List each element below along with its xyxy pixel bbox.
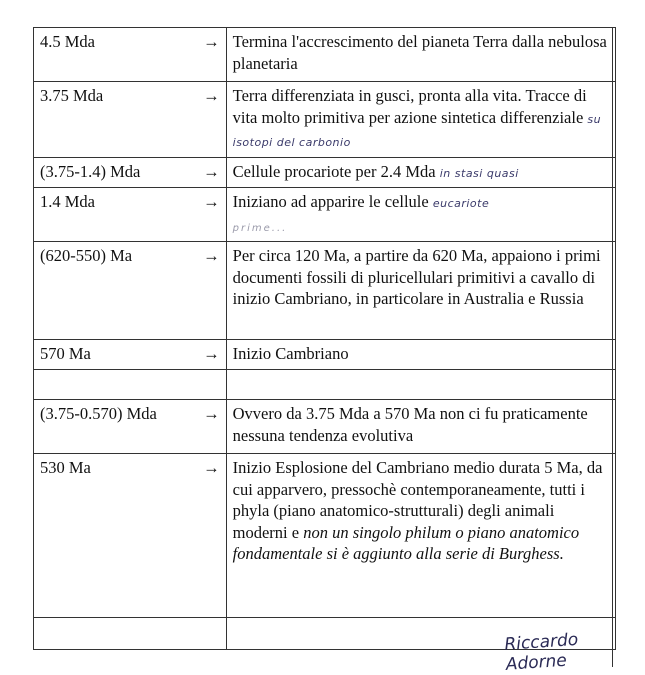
date-cell: [34, 242, 227, 340]
date-text: 1.4 Mda: [40, 192, 95, 211]
description-cell: [226, 454, 615, 618]
date-cell: [34, 82, 227, 158]
date-text: (3.75-1.4) Mda: [40, 162, 141, 181]
arrow-icon: →: [203, 246, 220, 265]
description-cell: [226, 82, 615, 158]
description-text: Termina l'accrescimento del pianeta Terra dalla nebulosa planetaria: [232, 32, 607, 73]
date-text: (620-550) Ma: [40, 246, 133, 265]
table-row-empty: [34, 370, 616, 400]
handwritten-signature: Riccardo Adorne: [503, 629, 579, 675]
arrow-icon: →: [203, 192, 220, 211]
arrow-icon: →: [203, 404, 220, 423]
description-text: Terra differenziata in gusci, pronta alla vita. Tracce di vita molto primitiva per azione sintetica differenziale: [232, 86, 587, 127]
description-italic-text: non un singolo philum o piano anatomico fondamentale si è aggiunto alla serie di Burghess.: [232, 522, 580, 563]
arrow-icon: →: [203, 162, 220, 181]
table-row: [34, 242, 616, 340]
handwritten-note: in stasi quasi: [439, 167, 519, 180]
description-text: Per circa 120 Ma, a partire da 620 Ma, appaiono i primi documenti fossili di pluricellulari primitivi a cavallo di inizio Cambriano, in particolare in Australia e Russia: [232, 246, 601, 308]
date-text: 570 Ma: [40, 344, 91, 363]
date-cell: [34, 400, 227, 454]
arrow-icon: →: [203, 458, 220, 477]
table-row: [34, 340, 616, 370]
description-text: Iniziano ad apparire le cellule: [232, 192, 429, 211]
date-cell: [34, 618, 227, 650]
date-cell: [34, 158, 227, 188]
description-cell: [226, 188, 615, 242]
date-text: 4.5 Mda: [40, 32, 95, 51]
arrow-icon: →: [203, 86, 220, 105]
description-cell: [226, 370, 615, 400]
date-text: (3.75-0.570) Mda: [40, 404, 157, 423]
handwritten-note: eucariote: [432, 197, 490, 210]
description-text: Ovvero da 3.75 Mda a 570 Ma non ci fu praticamente nessuna tendenza evolutiva: [232, 404, 588, 445]
date-cell: [34, 340, 227, 370]
handwritten-note: su isotopi del carbonio: [232, 112, 602, 149]
description-cell: [226, 28, 615, 82]
date-text: 3.75 Mda: [40, 86, 104, 105]
date-cell: [34, 454, 227, 618]
table-row: [34, 188, 616, 242]
table-row: [34, 28, 616, 82]
description-text: Inizio Esplosione del Cambriano medio durata 5 Ma, da cui apparvero, pressochè contemporaneamente, tutti i phyla (piano anatomico-strutturali) degli animali moderni e: [232, 458, 603, 542]
handwritten-faint-note: prime...: [232, 222, 288, 234]
description-cell: [226, 400, 615, 454]
right-margin-line: [612, 27, 613, 667]
description-text: Inizio Cambriano: [232, 344, 349, 363]
description-cell: [226, 242, 615, 340]
date-cell: [34, 28, 227, 82]
table-row: [34, 400, 616, 454]
table-row: [34, 82, 616, 158]
table-row: [34, 454, 616, 618]
date-text: 530 Ma: [40, 458, 91, 477]
timeline-table: [33, 27, 616, 650]
description-text: Cellule procariote per 2.4 Mda: [232, 162, 436, 181]
description-cell: [226, 340, 615, 370]
table-row: [34, 158, 616, 188]
description-cell: [226, 158, 615, 188]
arrow-icon: →: [203, 32, 220, 51]
date-cell: [34, 370, 227, 400]
arrow-icon: →: [203, 344, 220, 363]
date-cell: [34, 188, 227, 242]
